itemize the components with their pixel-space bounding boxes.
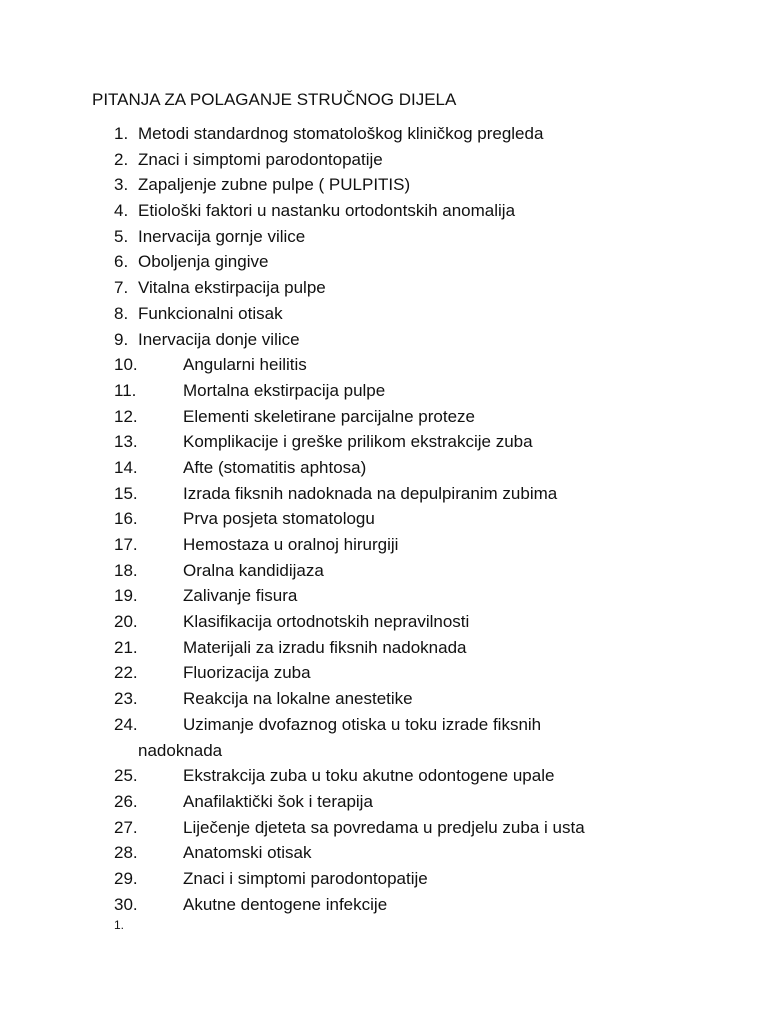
list-item-text: Elementi skeletirane parcijalne proteze (183, 406, 475, 426)
list-item-text: Oboljenja gingive (138, 252, 269, 272)
list-item-text: Zapaljenje zubne pulpe ( PULPITIS) (138, 175, 411, 195)
list-item-number: 29. (114, 868, 138, 888)
list-item-number: 27. (114, 817, 138, 837)
list-item-number: 3. (114, 175, 129, 195)
trailing-list-number: 1. (114, 918, 125, 932)
list-item (0, 172, 768, 198)
list-item (0, 583, 768, 609)
list-item-number: 19. (114, 586, 138, 606)
list-item (0, 327, 768, 353)
list-item-number: 14. (114, 457, 138, 477)
list-item-number: 24. (114, 714, 138, 734)
list-item (0, 532, 768, 558)
list-item (0, 789, 768, 815)
list-item-number: 13. (114, 432, 138, 452)
list-item-number: 16. (114, 509, 138, 529)
list-item (0, 712, 768, 763)
list-item-text: Angularni heilitis (183, 355, 307, 375)
list-item (0, 763, 768, 789)
list-item-text: Ekstrakcija zuba u toku akutne odontogene upale (183, 766, 555, 786)
list-item (0, 198, 768, 224)
list-item-text-continuation: nadoknada (138, 740, 223, 760)
list-item-number: 10. (114, 355, 138, 375)
list-item-number: 25. (114, 766, 138, 786)
list-item-text: Anafilaktički šok i terapija (183, 791, 373, 811)
list-item-text: Etiološki faktori u nastanku ortodontskih anomalija (138, 201, 516, 221)
list-item-text: Funkcionalni otisak (138, 303, 283, 323)
list-item-number: 2. (114, 149, 129, 169)
list-item-number: 5. (114, 226, 129, 246)
list-item-text: Znaci i simptomi parodontopatije (183, 868, 428, 888)
list-item-number: 8. (114, 303, 129, 323)
list-item (0, 378, 768, 404)
list-item (0, 249, 768, 275)
list-item-text: Reakcija na lokalne anestetike (183, 689, 413, 709)
list-item (0, 147, 768, 173)
list-item-number: 20. (114, 612, 138, 632)
list-item (0, 481, 768, 507)
list-item-text: Fluorizacija zuba (183, 663, 311, 683)
list-item-number: 30. (114, 894, 138, 914)
list-item-number: 7. (114, 278, 129, 298)
list-item (0, 429, 768, 455)
list-item-number: 17. (114, 535, 138, 554)
list-item (0, 301, 768, 327)
list-item-number: 28. (114, 843, 138, 863)
list-item (0, 352, 768, 378)
list-item (0, 815, 768, 841)
list-item-text: Uzimanje dvofaznog otiska u toku izrade fiksnih (183, 714, 542, 734)
list-item (0, 121, 768, 147)
list-item-text: Klasifikacija ortodnotskih nepravilnosti (183, 612, 470, 632)
list-item-number: 1. (114, 124, 129, 143)
list-item-text: Akutne dentogene infekcije (183, 894, 388, 914)
list-item (0, 660, 768, 686)
list-item-text: Znaci i simptomi parodontopatije (138, 149, 383, 169)
list-item (0, 275, 768, 301)
list-item-number: 23. (114, 689, 138, 709)
list-item-number: 22. (114, 663, 138, 683)
list-item-number: 11. (114, 380, 137, 400)
list-item-number: 12. (114, 406, 138, 426)
list-item-text: Inervacija gornje vilice (138, 226, 306, 246)
list-item-text: Oralna kandidijaza (183, 560, 324, 580)
list-item-text: Afte (stomatitis aphtosa) (183, 457, 367, 477)
list-item-number: 21. (114, 637, 138, 657)
list-item-text: Prva posjeta stomatologu (183, 509, 375, 529)
list-item (0, 686, 768, 712)
list-item-number: 9. (114, 329, 129, 349)
list-item-text: Komplikacije i greške prilikom ekstrakcije zuba (183, 432, 533, 452)
list-item-text: Mortalna ekstirpacija pulpe (183, 380, 386, 400)
list-item-number: 15. (114, 483, 138, 503)
question-list (0, 121, 768, 917)
list-item-text: Hemostaza u oralnoj hirurgiji (183, 535, 399, 554)
list-item-text: Metodi standardnog stomatološkog kliničkog pregleda (138, 124, 544, 143)
list-item-number: 4. (114, 201, 129, 221)
list-item-text: Anatomski otisak (183, 843, 312, 863)
document-title: PITANJA ZA POLAGANJE STRUČNOG DIJELA (92, 90, 457, 109)
list-item-text: Liječenje djeteta sa povredama u predjelu zuba i usta (183, 817, 585, 837)
list-item (0, 506, 768, 532)
list-item (0, 455, 768, 481)
list-item (0, 404, 768, 430)
list-item-text: Izrada fiksnih nadoknada na depulpiranim zubima (183, 483, 558, 503)
list-item-number: 18. (114, 560, 138, 580)
list-item-number: 26. (114, 791, 138, 811)
list-item-text: Vitalna ekstirpacija pulpe (138, 278, 326, 298)
list-item (0, 840, 768, 866)
list-item-text: Materijali za izradu fiksnih nadoknada (183, 637, 467, 657)
list-item-text: Zalivanje fisura (183, 586, 298, 606)
list-item (0, 609, 768, 635)
list-item (0, 866, 768, 892)
list-item (0, 892, 768, 918)
list-item-text: Inervacija donje vilice (138, 329, 300, 349)
list-item (0, 635, 768, 661)
list-item (0, 224, 768, 250)
list-item-number: 6. (114, 252, 129, 272)
list-item (0, 558, 768, 584)
